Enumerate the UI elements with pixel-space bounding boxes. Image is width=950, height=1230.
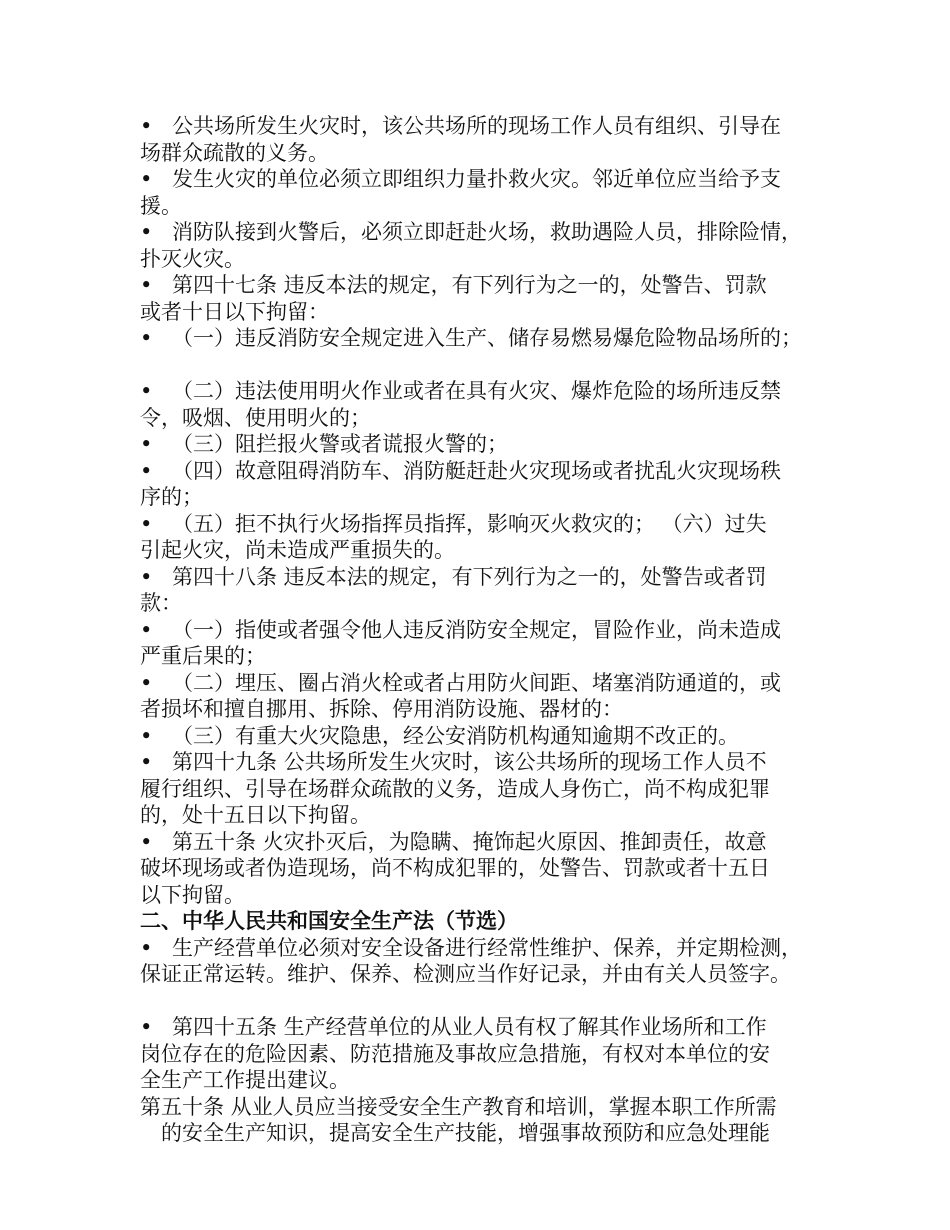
bullet-icon: • xyxy=(140,167,153,191)
bullet-paragraph-article-47-item-2: • （二）违法使用明火作业或者在具有火灾、爆炸危险的场所违反禁 令，吸烟、使用明火的； xyxy=(140,379,781,430)
bullet-icon: • xyxy=(140,273,153,297)
bullet-icon: • xyxy=(140,1015,153,1039)
bullet-icon: • xyxy=(140,511,153,536)
blank-line xyxy=(140,352,820,379)
bullet-paragraph-article-48-item-3: • （三）有重大火灾隐患，经公安消防机构通知逾期不改正的。 xyxy=(140,723,739,748)
bullet-paragraph-article-47-item-4: • （四）故意阻碍消防车、消防艇赶赴火灾现场或者扰乱火灾现场秩 序的； xyxy=(140,458,781,509)
bullet-icon: • xyxy=(140,829,153,854)
bullet-icon: • xyxy=(140,617,153,642)
bullet-paragraph-fire-evacuation-duty: • 公共场所发生火灾时，该公共场所的现场工作人员有组织、引导在 场群众疏散的义务。 xyxy=(140,114,781,165)
bullet-icon: • xyxy=(140,326,153,350)
bullet-paragraph-article-47-item-1: • （一）违反消防安全规定进入生产、储存易燃易爆危险物品场所的； xyxy=(140,326,802,350)
document-page xyxy=(140,113,820,1147)
bullet-icon: • xyxy=(140,670,153,695)
bullet-icon: • xyxy=(140,458,153,483)
bullet-paragraph-article-49: • 第四十九条 公共场所发生火灾时，该公共场所的现场工作人员不 履行组织、引导在场群众疏散的义务，造成人身伤亡，尚不构成犯罪 的，处十五日以下拘留。 xyxy=(140,750,770,827)
bullet-icon: • xyxy=(140,379,153,403)
bullet-paragraph-article-47-item-3: • （三）阻拦报火警或者谎报火警的； xyxy=(140,432,508,456)
bullet-paragraph-article-45: • 第四十五条 生产经营单位的从业人员有权了解其作业场所和工作 岗位存在的危险因素、防范措施及事故应急措施，有权对本单位的安 全生产工作提出建议。 xyxy=(140,1015,770,1092)
bullet-icon: • xyxy=(140,750,153,774)
bullet-icon: • xyxy=(140,114,153,138)
bullet-paragraph-article-47: • 第四十七条 违反本法的规定，有下列行为之一的，处警告、罚款 或者十日以下拘留： xyxy=(140,273,767,324)
paragraph-article-50-training: 第五十条 从业人员应当接受安全生产教育和培训，掌握本职工作所需 的安全生产知识，提高安全生产技能，增强事故预防和应急处理能 xyxy=(140,1094,777,1145)
bullet-icon: • xyxy=(140,723,153,748)
bullet-paragraph-article-48-item-1: • （一）指使或者强令他人违反消防安全规定，冒险作业，尚未造成 严重后果的； xyxy=(140,617,781,668)
bullet-paragraph-article-47-item-5-6: • （五）拒不执行火场指挥员指挥，影响灭火救灾的； （六）过失 引起火灾，尚未造成严重损失的。 xyxy=(140,511,767,562)
bullet-icon: • xyxy=(140,935,153,960)
blank-line xyxy=(140,988,820,1015)
bullet-paragraph-article-48-item-2: • （二）埋压、圈占消火栓或者占用防火间距、堵塞消防通道的，或 者损坏和擅自挪用、拆除、停用消防设施、器材的： xyxy=(140,670,781,721)
section-heading-safety-production-law: 二、中华人民共和国安全生产法（节选） xyxy=(140,908,518,933)
bullet-paragraph-article-50: • 第五十条 火灾扑灭后，为隐瞒、掩饰起火原因、推卸责任，故意 破坏现场或者伪造现场，尚不构成犯罪的，处警告、罚款或者十五日 以下拘留。 xyxy=(140,829,770,907)
bullet-paragraph-fire-fighting-duty: • 发生火灾的单位必须立即组织力量扑救火灾。邻近单位应当给予支 援。 xyxy=(140,167,781,218)
bullet-icon: • xyxy=(140,564,153,589)
bullet-paragraph-article-48: • 第四十八条 违反本法的规定，有下列行为之一的，处警告或者罚 款： xyxy=(140,564,767,615)
bullet-icon: • xyxy=(140,220,153,244)
bullet-icon: • xyxy=(140,432,153,456)
bullet-paragraph-equipment-maintenance: • 生产经营单位必须对安全设备进行经常性维护、保养，并定期检测， 保证正常运转。维护、保养、检测应当作好记录，并由有关人员签字。 xyxy=(140,935,802,986)
bullet-paragraph-fire-brigade-duty: • 消防队接到火警后，必须立即赶赴火场，救助遇险人员，排除险情， 扑灭火灾。 xyxy=(140,220,802,271)
